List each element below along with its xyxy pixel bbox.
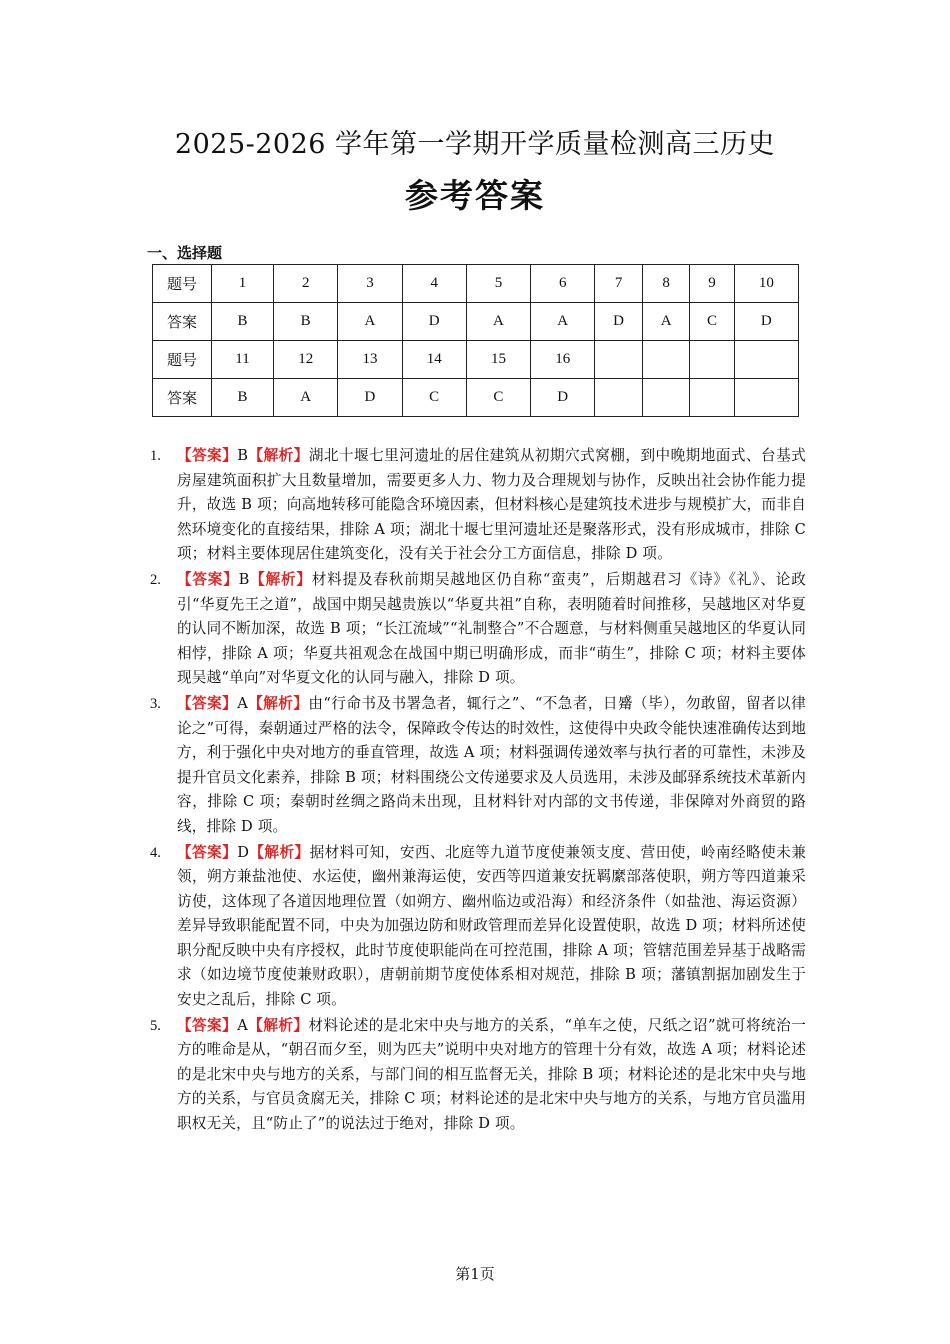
section-heading: 一、选择题 [147,244,223,262]
table-cell: D [595,303,643,341]
table-cell: C [402,379,466,417]
table-cell: 1 [212,265,274,303]
table-cell: 5 [466,265,530,303]
item-analysis: 材料论述的是北宋中央与地方的关系，“单车之使，尺纸之诏”就可将统治一方的唯命是从，“朝召而夕至，则为匹夫”说明中央对地方的管理十分有效，故选 A 项；材料论述的是北宋中央与地方的关系，与部门间的相互监督无关，排除 B 项；材料论述的是北宋中央与地方的关系，与官员贪腐无关，排除 C 项；材料论述的是北宋中央与地方的关系，与地方官员滥用职权无关，且“防止了”的说法过于绝对，排除 D 项。 [177,1016,806,1133]
table-row-header: 题号 [153,341,212,379]
table-row-header: 答案 [153,379,212,417]
item-body [177,568,806,691]
item-analysis: 据材料可知，安西、北庭等九道节度使兼领支度、营田使，岭南经略使未兼领，朔方兼盐池使、水运使，幽州兼海运使，安西等四道兼安抚羁縻部落使职，朔方等四道兼采访使，这体现了各道因地理位置（如朔方、幽州临边或沿海）和经济条件（如盐池、海运资源）差异导致职能配置不同，中央为加强边防和财政管理而差异化设置使职，故选 D 项；材料所述使职分配反映中央有序授权，此时节度使职能尚在可控范围，排除 A 项；管辖范围差异基于战略需求（如边境节度使兼财政职），唐朝前期节度使体系相对规范，排除 B 项；藩镇割据加剧发生于安史之乱后，排除 C 项。 [177,843,806,1009]
item-answer: A [237,1016,248,1034]
table-cell: C [466,379,530,417]
table-cell: 3 [338,265,402,303]
table-cell: 6 [531,265,595,303]
analysis-tag: 【解析】 [248,447,309,464]
analysis-list [150,444,806,1138]
document-title: 2025-2026 学年第一学期开学质量检测高三历史 [174,129,776,160]
page-number: 第1页 [455,1265,495,1283]
answer-table [152,264,799,417]
table-cell [734,341,798,379]
table-cell [734,379,798,417]
table-cell: A [274,379,338,417]
table-cell: B [274,303,338,341]
list-item [150,444,806,567]
list-item [150,1014,806,1137]
answer-tag: 【答案】 [177,1016,238,1034]
table-row [153,303,799,341]
table-cell: 14 [402,341,466,379]
item-body [177,444,806,567]
item-body [177,841,806,1013]
document-subtitle: 参考答案 [405,176,545,215]
item-number: 4. [150,844,161,861]
analysis-tag: 【解析】 [249,843,310,861]
table-cell: 8 [642,265,690,303]
table-cell [642,379,690,417]
table-row-header: 题号 [153,265,212,303]
item-analysis: 材料提及春秋前期吴越地区仍自称“蛮夷”，后期越君习《诗》《礼》、论政引“华夏先王之道”，战国中期吴越贵族以“华夏共祖”自称，表明随着时间推移，吴越地区对华夏的认同不断加深，故选 B 项；“长江流域”“礼制整合”不合题意，与材料侧重吴越地区的华夏认同相悖，排除 A 项；华夏共祖观念在战国中期已明确形成，而非“萌生”，排除 C 项；材料主要体现吴越“单向”对华夏文化的认同与融入，排除 D 项。 [177,570,806,687]
list-item [150,568,806,691]
table-cell: 15 [466,341,530,379]
table-cell: C [690,303,734,341]
answer-tag: 【答案】 [177,843,238,861]
table-cell: 16 [531,341,595,379]
item-answer: B [238,570,250,588]
item-answer: B [237,447,249,464]
table-cell: D [402,303,466,341]
table-cell: 4 [402,265,466,303]
table-cell: D [338,379,402,417]
analysis-tag: 【解析】 [249,570,312,588]
table-cell: 11 [212,341,274,379]
answer-tag: 【答案】 [177,694,238,712]
table-cell: 9 [690,265,734,303]
table-cell: D [531,379,595,417]
answer-tag: 【答案】 [177,447,238,464]
table-cell: B [212,379,274,417]
item-number: 5. [150,1017,161,1034]
table-cell [642,341,690,379]
table-cell: A [466,303,530,341]
item-analysis: 湖北十堰七里河遗址的居住建筑从初期穴式窝棚，到中晚期地面式、台基式房屋建筑面积扩大且数量增加，需要更多人力、物力及合理规划与协作，反映出社会协作能力提升，故选 B 项；向高地转移可能隐含环境因素，但材料核心是建筑技术进步与规模扩大，而非自然环境变化的直接结果，排除 A 项；湖北十堰七里河遗址还是聚落形式，没有形成城市，排除 C 项；材料主要体现居住建筑变化，没有关于社会分工方面信息，排除 D 项。 [177,447,806,563]
item-number: 2. [150,571,161,588]
list-item [150,692,806,840]
table-cell: A [338,303,402,341]
table-cell: A [642,303,690,341]
analysis-tag: 【解析】 [247,694,309,712]
item-answer: A [237,694,248,712]
table-cell: 12 [274,341,338,379]
item-body [177,692,806,840]
table-cell [690,379,734,417]
table-cell: 13 [338,341,402,379]
table-row [153,265,799,303]
list-item [150,841,806,1013]
table-cell: 7 [595,265,643,303]
table-cell: A [531,303,595,341]
table-row [153,379,799,417]
table-cell: B [212,303,274,341]
item-answer: D [237,843,250,861]
item-number: 1. [150,448,161,464]
table-cell [595,341,643,379]
analysis-tag: 【解析】 [248,1016,309,1034]
table-cell: 2 [274,265,338,303]
table-row [153,341,799,379]
table-cell: D [734,303,798,341]
table-cell: 10 [734,265,798,303]
table-row-header: 答案 [153,303,212,341]
item-analysis: 由“行命书及书署急者，辄行之”、“不急者，日觱（毕），勿敢留，留者以律论之”可得，秦朝通过严格的法令，保障政令传达的时效性，这使得中央政令能快速准确传达到地方，利于强化中央对地方的垂直管理，故选 A 项；材料强调传递效率与执行者的可靠性，未涉及提升官员文化素养，排除 B 项；材料围绕公文传递要求及人员选用，未涉及邮驿系统技术革新内容，排除 C 项；秦朝时丝绸之路尚未出现，且材料针对内部的文书传递，非保障对外商贸的路线，排除 D 项。 [177,694,807,835]
item-number: 3. [150,695,161,712]
table-cell [595,379,643,417]
item-body [177,1014,806,1137]
answer-tag: 【答案】 [177,570,239,588]
table-cell [690,341,734,379]
